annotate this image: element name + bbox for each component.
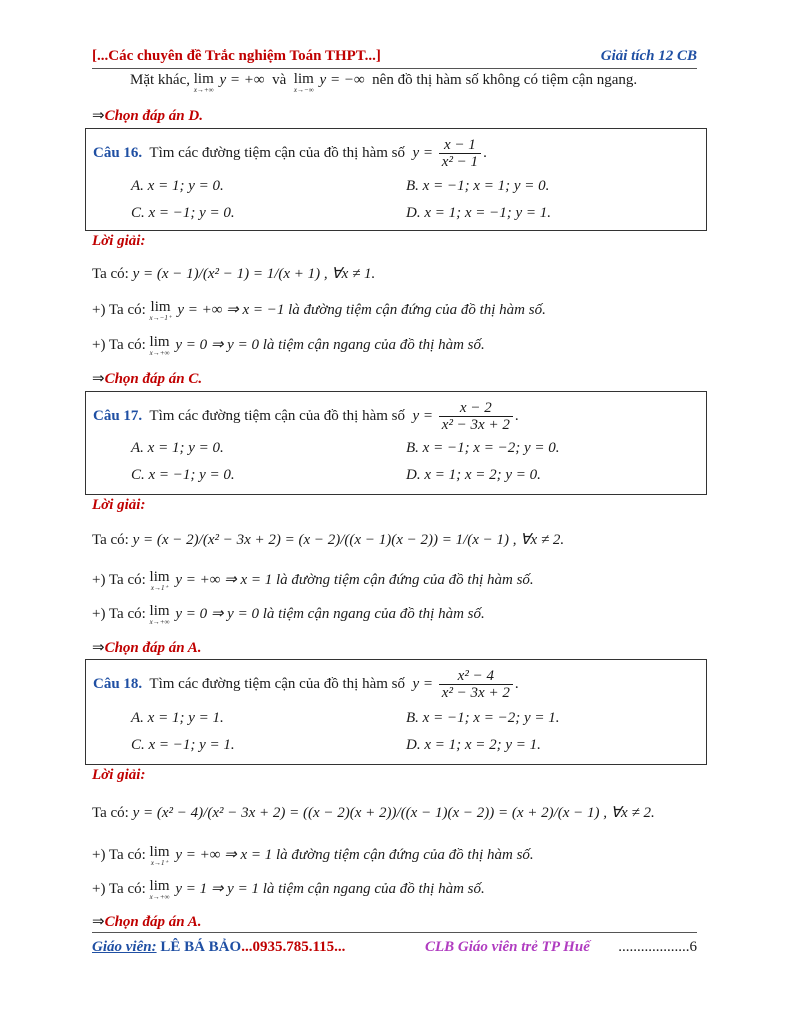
option-c[interactable]: C. x = −1; y = 0. [131, 467, 235, 483]
option-c[interactable]: C. x = −1; y = 0. [131, 205, 235, 221]
teacher-name: LÊ BÁ BẢO [160, 939, 242, 955]
club-name: CLB Giáo viên trẻ TP Huế [425, 939, 590, 955]
question-17-box [85, 391, 707, 495]
solution-line: Ta có: y = (x − 1)/(x² − 1) = 1/(x + 1) , ∀x ≠ 1. [92, 266, 376, 282]
page-footer: Giáo viên: LÊ BÁ BẢO...0935.785.115... CLB Giáo viên trẻ TP Huế ...................6 [92, 932, 697, 959]
option-b[interactable]: B. x = −1; x = −2; y = 1. [406, 710, 560, 726]
teacher-phone: 0935.785.115 [252, 939, 335, 955]
question-prompt: Câu 17. Tìm các đường tiệm cận của đồ thị hàm số y = $\frac{x - 2}{\text{x² − 3x + 2}}$ . [93, 400, 519, 433]
question-16-box [85, 128, 707, 231]
limit: lim x→+∞ [193, 71, 214, 94]
solution-line: Ta có: y = (x − 2)/(x² − 3x + 2) = (x − 2)/((x − 1)(x − 2)) = 1/(x − 1) , ∀x ≠ 2. [92, 532, 565, 548]
question-18-box [85, 659, 707, 765]
question-prompt: Câu 16. Tìm các đường tiệm cận của đồ thị hàm số y = $\frac{x - 1}{\text{x² − 1}}$ . [93, 137, 487, 170]
solution-vertical: +) Ta có: lim x→1⁺ y = +∞ ⇒ x = 1 là đường tiệm cận đứng của đồ thị hàm số. [92, 569, 534, 592]
option-a[interactable]: A. x = 1; y = 0. [131, 440, 224, 456]
option-b[interactable]: B. x = −1; x = 1; y = 0. [406, 178, 550, 194]
answer-line: ⇒Chọn đáp án C. [92, 371, 203, 387]
question-prompt: Câu 18. Tìm các đường tiệm cận của đồ thị hàm số y = $\frac{\text{x² − 4}}{\text{x² − 3x + 2}}$ . [93, 668, 519, 701]
option-d[interactable]: D. x = 1; x = 2; y = 0. [406, 467, 541, 483]
answer-line: ⇒Chọn đáp án A. [92, 914, 202, 930]
limit: lim x→−∞ [293, 71, 314, 94]
intro-line: Mặt khác, lim x→+∞ y = +∞ và lim x→−∞ y = −∞ nên đồ thị hàm số không có tiệm cận ngang. [130, 71, 638, 94]
solution-line: Ta có: y = (x² − 4)/(x² − 3x + 2) = ((x − 2)(x + 2))/((x − 1)(x − 2)) = (x + 2)/(x − 1) , ∀x ≠ 2. [92, 805, 655, 821]
solution-horizontal: +) Ta có: lim x→+∞ y = 1 ⇒ y = 1 là tiệm cận ngang của đồ thị hàm số. [92, 878, 485, 901]
solution-label: Lời giải: [92, 767, 146, 783]
subject-title: Giải tích 12 CB [600, 48, 697, 64]
solution-vertical: +) Ta có: lim x→1⁺ y = +∞ ⇒ x = 1 là đường tiệm cận đứng của đồ thị hàm số. [92, 844, 534, 867]
solution-label: Lời giải: [92, 497, 146, 513]
answer-line: ⇒Chọn đáp án A. [92, 640, 202, 656]
page-header [92, 48, 697, 69]
option-d[interactable]: D. x = 1; x = −1; y = 1. [406, 205, 552, 221]
series-title: [...Các chuyên đề Trắc nghiệm Toán THPT...] [92, 48, 381, 64]
option-c[interactable]: C. x = −1; y = 1. [131, 737, 235, 753]
solution-horizontal: +) Ta có: lim x→+∞ y = 0 ⇒ y = 0 là tiệm cận ngang của đồ thị hàm số. [92, 603, 485, 626]
teacher-label: Giáo viên: [92, 939, 157, 955]
solution-vertical: +) Ta có: lim x→−1⁺ y = +∞ ⇒ x = −1 là đường tiệm cận đứng của đồ thị hàm số. [92, 299, 546, 322]
option-b[interactable]: B. x = −1; x = −2; y = 0. [406, 440, 560, 456]
option-a[interactable]: A. x = 1; y = 1. [131, 710, 224, 726]
answer-line: ⇒Chọn đáp án D. [92, 108, 203, 124]
page-number: ...................6 [618, 939, 697, 955]
option-a[interactable]: A. x = 1; y = 0. [131, 178, 224, 194]
solution-horizontal: +) Ta có: lim x→+∞ y = 0 ⇒ y = 0 là tiệm cận ngang của đồ thị hàm số. [92, 334, 485, 357]
option-d[interactable]: D. x = 1; x = 2; y = 1. [406, 737, 541, 753]
solution-label: Lời giải: [92, 233, 146, 249]
